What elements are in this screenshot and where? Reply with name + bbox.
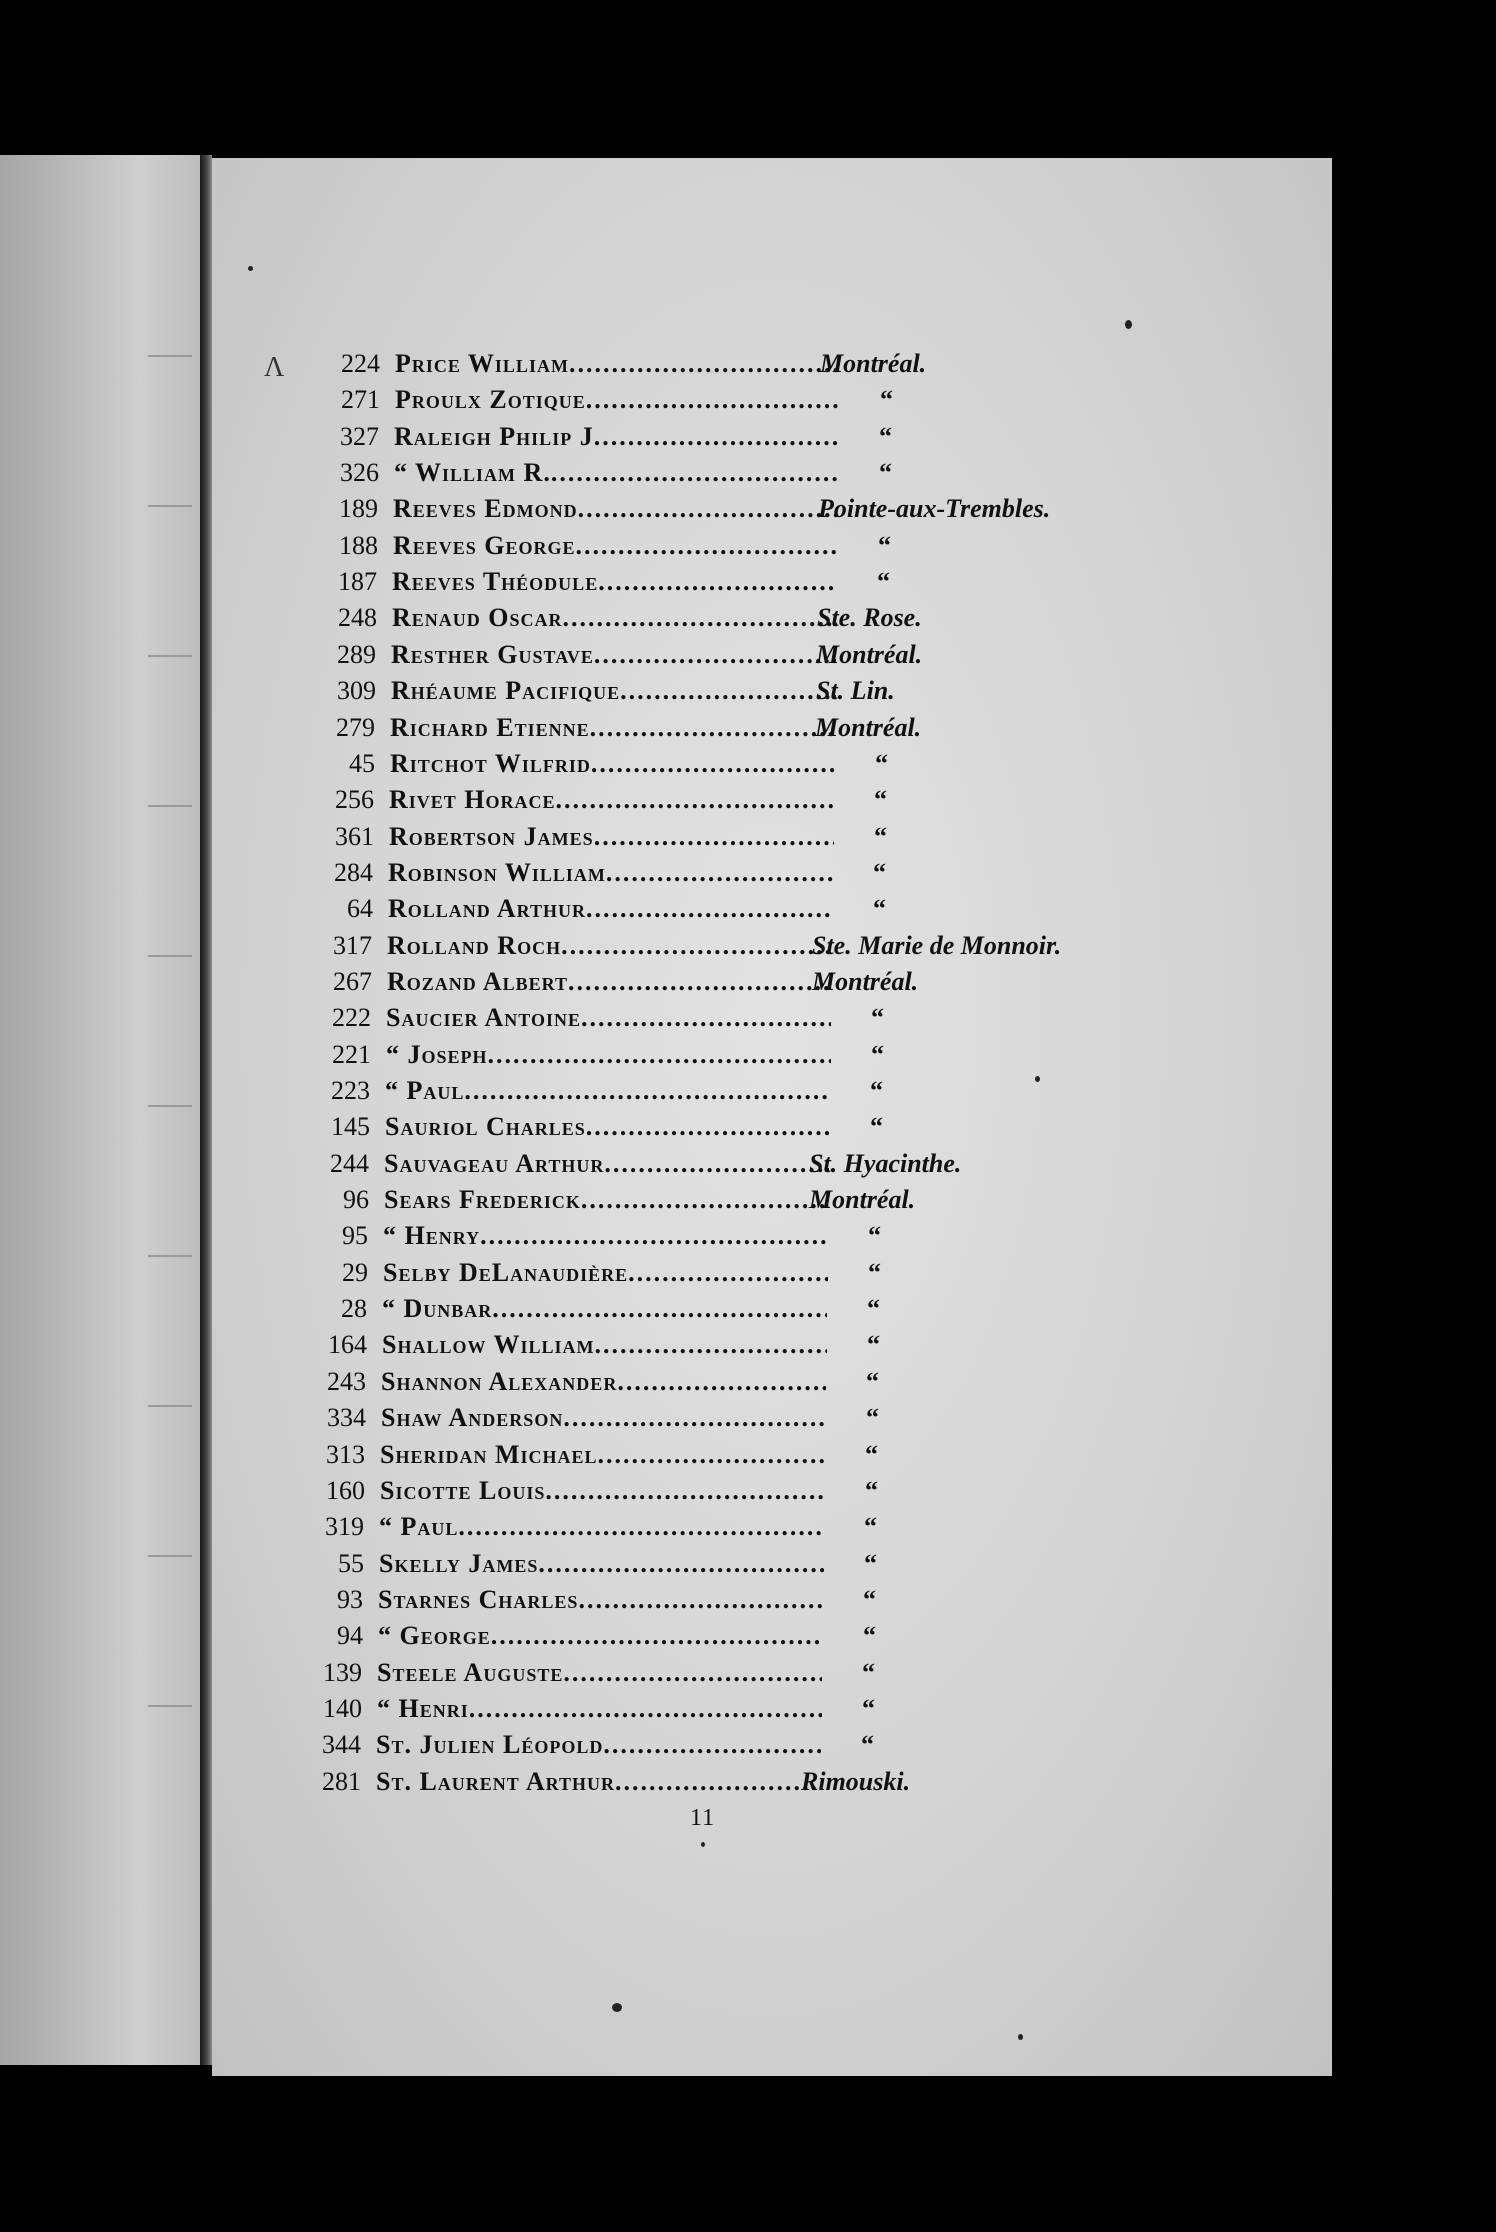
entry-name (382, 1327, 827, 1363)
dot-leader (576, 528, 838, 564)
entry-name (376, 1727, 821, 1763)
entry-name (383, 1255, 828, 1291)
entry-name (378, 1582, 823, 1618)
dot-leader (595, 1327, 827, 1363)
entry-number: 64 (347, 894, 373, 924)
entry-name-text: Steele Auguste (377, 1657, 564, 1687)
dot-leader (603, 1727, 821, 1763)
entry-number: 188 (339, 530, 378, 560)
entry-name (386, 1000, 831, 1036)
entry-name (379, 1509, 824, 1545)
entry-number: 334 (327, 1403, 366, 1433)
dot-leader (581, 1000, 831, 1036)
entry-row (208, 637, 1208, 673)
dot-leader (491, 1618, 823, 1654)
entry-row (207, 710, 1207, 746)
dot-leader (615, 1764, 821, 1800)
dot-leader (469, 1691, 822, 1727)
ink-speck (612, 2003, 622, 2012)
entry-row (207, 746, 1207, 782)
entry-name-text: Raleigh Philip J (394, 421, 594, 451)
entry-row (212, 346, 1212, 382)
document-page (212, 158, 1332, 2076)
entry-name (395, 346, 840, 382)
entry-name-text: Sauvageau Arthur (384, 1148, 605, 1178)
entry-place: Rimouski. (801, 1766, 911, 1796)
entry-name (384, 1146, 829, 1182)
dot-leader (488, 1037, 831, 1073)
entry-row (210, 528, 1210, 564)
entry-number: 29 (342, 1257, 368, 1287)
dot-leader (598, 564, 837, 600)
entry-name (377, 1691, 822, 1727)
entry-row (199, 1327, 1199, 1363)
ink-speck (1125, 320, 1132, 329)
entry-place: Ste. Rose. (817, 603, 922, 633)
dot-leader (586, 891, 833, 927)
entry-place: Ste. Marie de Monnoir. (812, 930, 1062, 960)
entry-place: “ (864, 1512, 877, 1542)
entry-place: “ (866, 1403, 879, 1433)
dot-leader (598, 1437, 825, 1473)
entry-name-text: Rozand Albert (387, 966, 569, 996)
entry-number: 187 (338, 567, 377, 597)
entry-name-text: Sauriol Charles (385, 1112, 586, 1142)
entry-name-text: Rhéaume Pacifique (391, 676, 621, 706)
entry-row (203, 1037, 1203, 1073)
dot-leader (604, 1146, 829, 1182)
dot-leader (563, 600, 837, 636)
ink-speck (701, 1842, 705, 1847)
entry-number: 243 (327, 1366, 366, 1396)
entry-row (201, 1146, 1201, 1182)
entry-row (198, 1364, 1198, 1400)
entry-name (393, 528, 838, 564)
entry-name-text: Starnes Charles (378, 1584, 579, 1614)
ink-speck (1018, 2034, 1023, 2040)
entry-name-text: “ Paul (385, 1076, 465, 1105)
entry-name (394, 455, 839, 491)
entry-row (199, 1291, 1199, 1327)
entry-name-text: Shannon Alexander (381, 1366, 618, 1396)
dot-leader (563, 1655, 822, 1691)
dot-leader (620, 673, 836, 709)
entry-row (206, 782, 1206, 818)
entry-place: “ (870, 1112, 883, 1142)
entry-name (389, 782, 834, 818)
entry-row (196, 1509, 1196, 1545)
entry-place: St. Hyacinthe. (809, 1148, 962, 1178)
dot-leader (590, 710, 835, 746)
entry-name-text: St. Laurent Arthur (376, 1766, 616, 1796)
entry-row (208, 673, 1208, 709)
entry-name (392, 564, 837, 600)
entry-row (195, 1618, 1195, 1654)
entry-number: 289 (337, 639, 376, 669)
entry-row (193, 1727, 1193, 1763)
entry-name-text: Shaw Anderson (381, 1403, 564, 1433)
entry-place: “ (868, 1257, 881, 1287)
entry-number: 361 (335, 821, 374, 851)
entry-row (196, 1546, 1196, 1582)
entry-name (388, 891, 833, 927)
entry-number: 326 (340, 458, 379, 488)
entry-name-text: Richard Etienne (390, 712, 590, 742)
entry-name (386, 1037, 831, 1073)
dot-leader (556, 782, 834, 818)
entry-row (194, 1655, 1194, 1691)
entry-place: Montréal. (815, 712, 922, 742)
entry-name-text: “ William R. (394, 458, 551, 488)
entry-name (394, 419, 839, 455)
entry-row (211, 419, 1211, 455)
entry-number: 267 (333, 966, 372, 996)
dot-leader (628, 1255, 828, 1291)
entry-place: Pointe-aux-Trembles. (818, 494, 1051, 524)
dot-leader (617, 1364, 826, 1400)
entry-place: “ (862, 1657, 875, 1687)
entry-number: 313 (326, 1439, 365, 1469)
entry-place: “ (862, 1693, 875, 1723)
ink-speck (248, 266, 253, 271)
entry-row (198, 1400, 1198, 1436)
entry-place: “ (871, 1003, 884, 1033)
entry-row (197, 1473, 1197, 1509)
entry-name-text: “ Dunbar (382, 1294, 493, 1324)
entry-row (206, 819, 1206, 855)
dot-leader (586, 1109, 830, 1145)
dot-leader (581, 1182, 829, 1218)
entry-number: 222 (332, 1003, 371, 1033)
dot-leader (569, 346, 840, 382)
entry-number: 223 (331, 1076, 370, 1105)
entry-place: “ (861, 1730, 874, 1760)
entry-place: “ (874, 821, 887, 851)
entry-place: “ (873, 894, 886, 924)
entry-row (209, 600, 1209, 636)
entry-name-text: Rivet Horace (389, 785, 556, 815)
entry-name-text: “ Joseph (386, 1039, 488, 1069)
entry-number: 224 (341, 349, 380, 378)
entry-name (385, 1073, 830, 1109)
entry-row (205, 891, 1205, 927)
entry-name (377, 1655, 822, 1691)
entry-place: “ (871, 1039, 884, 1069)
entry-row (193, 1764, 1193, 1800)
entry-row (204, 964, 1204, 1000)
entry-name-text: Ritchot Wilfrid (390, 748, 591, 778)
entry-row (211, 455, 1211, 491)
entry-row (202, 1073, 1202, 1109)
entry-row (194, 1691, 1194, 1727)
entry-number: 94 (337, 1621, 363, 1651)
entry-place: Montréal. (820, 349, 927, 378)
dot-leader (561, 928, 832, 964)
marginal-mark: Λ (264, 352, 285, 383)
entry-row (205, 855, 1205, 891)
entry-name-text: Rolland Arthur (388, 894, 586, 924)
entry-place: “ (873, 857, 886, 887)
entry-row (212, 382, 1212, 418)
entry-name (395, 382, 840, 418)
entry-name (384, 1182, 829, 1218)
entry-row (203, 1000, 1203, 1036)
entry-name-text: Selby DeLanaudière (383, 1257, 629, 1287)
entry-name-text: Rolland Roch (387, 930, 562, 960)
entry-number: 344 (322, 1730, 361, 1760)
entry-name (391, 673, 836, 709)
entry-place: Montréal. (809, 1185, 916, 1215)
entry-number: 309 (337, 676, 376, 706)
entry-name (392, 600, 837, 636)
entry-name-text: Saucier Antoine (386, 1003, 581, 1033)
entry-place: “ (867, 1294, 880, 1324)
entry-name (389, 819, 834, 855)
entry-place: “ (879, 458, 892, 488)
entry-number: 55 (338, 1548, 364, 1578)
dot-leader (591, 746, 835, 782)
entry-name (380, 1437, 825, 1473)
left-page-edge (0, 155, 200, 2065)
entry-name (387, 928, 832, 964)
entry-number: 244 (330, 1148, 369, 1178)
entry-place: “ (879, 421, 892, 451)
entry-name (390, 746, 835, 782)
entry-place: “ (863, 1584, 876, 1614)
entry-name (376, 1764, 821, 1800)
entry-place: “ (874, 785, 887, 815)
entry-place: “ (868, 1221, 881, 1251)
entry-name-text: Reeves Edmond (393, 494, 578, 524)
entry-number: 140 (323, 1693, 362, 1723)
entry-number: 317 (333, 930, 372, 960)
ink-speck (1035, 1076, 1040, 1082)
entry-number: 248 (338, 603, 377, 633)
entry-name-text: Proulx Zotique (395, 385, 586, 415)
entry-name-text: Robertson James (389, 821, 594, 851)
entry-number: 164 (328, 1330, 367, 1360)
dot-leader (594, 637, 836, 673)
entry-place: “ (864, 1548, 877, 1578)
dot-leader (594, 819, 834, 855)
entry-name (393, 491, 838, 527)
entry-name-text: Resther Gustave (391, 639, 594, 669)
entry-name-text: Renaud Oscar (392, 603, 563, 633)
entry-row (202, 1109, 1202, 1145)
entry-number: 96 (343, 1185, 369, 1215)
entry-number: 284 (334, 857, 373, 887)
entry-name-text: Price William (395, 349, 569, 378)
dot-leader (594, 419, 839, 455)
dot-leader (458, 1509, 824, 1545)
dot-leader (538, 1546, 824, 1582)
entry-row (209, 564, 1209, 600)
entry-place: “ (877, 567, 890, 597)
entry-number: 139 (323, 1657, 362, 1687)
entry-name (388, 855, 833, 891)
entry-number: 95 (342, 1221, 368, 1251)
entry-number: 327 (340, 421, 379, 451)
dot-leader (464, 1073, 830, 1109)
entry-place: St. Lin. (816, 676, 895, 706)
entry-place: “ (870, 1076, 883, 1105)
entry-name-text: “ Henri (377, 1693, 469, 1723)
entry-name (385, 1109, 830, 1145)
dot-leader (578, 1582, 823, 1618)
entry-row (200, 1218, 1200, 1254)
entry-number: 28 (341, 1294, 367, 1324)
entry-name (391, 637, 836, 673)
entry-name-text: Shallow William (382, 1330, 595, 1360)
page-number: 11 (690, 1805, 716, 1831)
entry-name-text: Sears Frederick (384, 1185, 581, 1215)
entry-place: Montréal. (816, 639, 923, 669)
entry-name-text: St. Julien Léopold (376, 1730, 604, 1760)
entry-number: 93 (337, 1584, 363, 1614)
entry-number: 256 (335, 785, 374, 815)
dot-leader (586, 382, 840, 418)
entry-name-text: Sicotte Louis (380, 1475, 546, 1505)
dot-leader (578, 491, 838, 527)
entry-number: 160 (326, 1475, 365, 1505)
entry-number: 45 (349, 748, 375, 778)
entry-name (380, 1473, 825, 1509)
entry-place: “ (875, 748, 888, 778)
entry-number: 189 (339, 494, 378, 524)
entry-name (378, 1618, 823, 1654)
entry-number: 221 (332, 1039, 371, 1069)
entry-name (381, 1364, 826, 1400)
entry-name (382, 1291, 827, 1327)
entry-place: “ (867, 1330, 880, 1360)
entry-place: Montréal. (812, 966, 919, 996)
entry-place: “ (878, 530, 891, 560)
entry-row (197, 1437, 1197, 1473)
entry-name-text: Robinson William (388, 857, 606, 887)
entry-place: “ (865, 1475, 878, 1505)
entry-place: “ (865, 1439, 878, 1469)
dot-leader (606, 855, 833, 891)
entry-number: 281 (322, 1766, 361, 1796)
entry-row (201, 1182, 1201, 1218)
entry-name-text: “ George (378, 1621, 491, 1651)
dot-leader (545, 1473, 825, 1509)
entry-number: 145 (331, 1112, 370, 1142)
dot-leader (551, 455, 839, 491)
entry-name (379, 1546, 824, 1582)
entry-row (210, 491, 1210, 527)
entry-place: “ (866, 1366, 879, 1396)
entry-name (383, 1218, 828, 1254)
entry-name-text: Skelly James (379, 1548, 539, 1578)
entry-number: 319 (325, 1512, 364, 1542)
entry-name-text: “ Paul (379, 1512, 459, 1542)
entry-name (390, 710, 835, 746)
entry-number: 271 (341, 385, 380, 415)
entry-name-text: Sheridan Michael (380, 1439, 598, 1469)
dot-leader (492, 1291, 827, 1327)
dot-leader (568, 964, 832, 1000)
entry-name (381, 1400, 826, 1436)
entry-place: “ (863, 1621, 876, 1651)
dot-leader (563, 1400, 826, 1436)
entry-row (204, 928, 1204, 964)
entry-row (195, 1582, 1195, 1618)
dot-leader (480, 1218, 828, 1254)
entry-name (387, 964, 832, 1000)
entry-place: “ (880, 385, 893, 415)
entry-name-text: Reeves Théodule (392, 567, 599, 597)
entry-number: 279 (336, 712, 375, 742)
entry-row (200, 1255, 1200, 1291)
entry-name-text: Reeves George (393, 530, 576, 560)
entry-name-text: “ Henry (383, 1221, 481, 1251)
